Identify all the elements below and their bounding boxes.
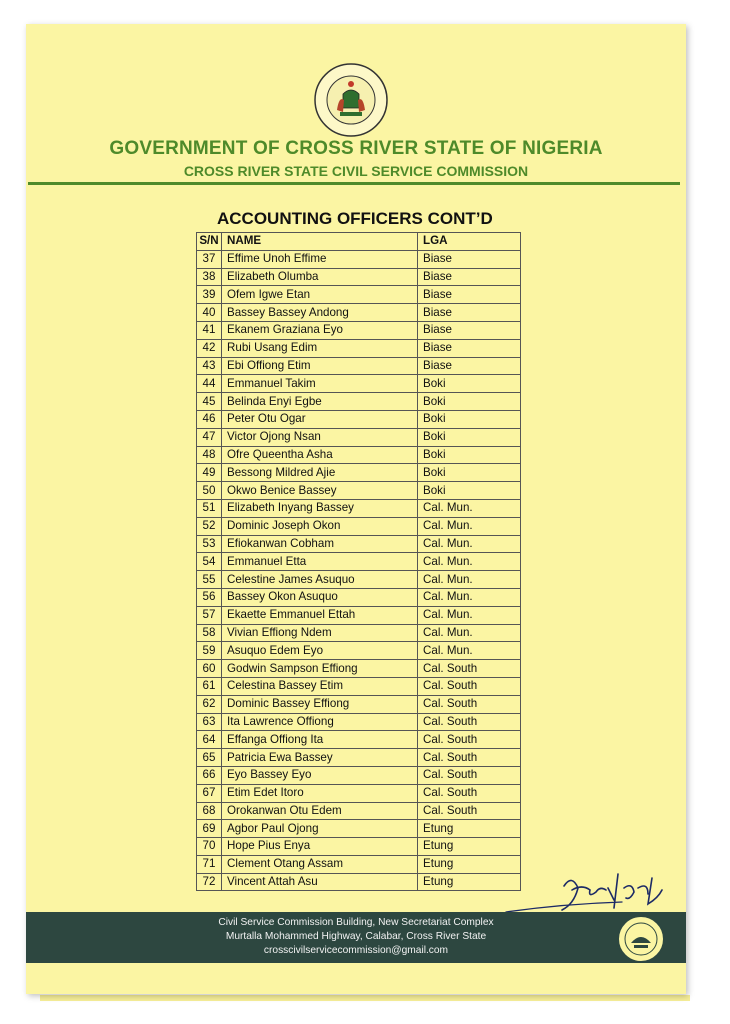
row-lga: Biase [418,321,521,339]
row-lga: Biase [418,304,521,322]
row-lga: Cal. South [418,749,521,767]
table-row [197,766,521,784]
row-lga: Cal. Mun. [418,535,521,553]
table-row [197,749,521,767]
row-sn: 64 [197,731,222,749]
row-sn: 65 [197,749,222,767]
row-name: Dominic Bassey Effiong [222,695,418,713]
row-sn: 44 [197,375,222,393]
row-name: Eyo Bassey Eyo [222,766,418,784]
row-sn: 54 [197,553,222,571]
row-sn: 68 [197,802,222,820]
row-sn: 37 [197,250,222,268]
row-sn: 42 [197,339,222,357]
row-name: Etim Edet Itoro [222,784,418,802]
footer-email: crosscivilservicecommission@gmail.com [263,945,449,956]
row-lga: Cal. Mun. [418,499,521,517]
row-sn: 60 [197,660,222,678]
header-divider [28,182,680,185]
table-row [197,642,521,660]
row-lga: Cal. South [418,766,521,784]
row-sn: 51 [197,499,222,517]
row-name: Effanga Offiong Ita [222,731,418,749]
table-row [197,802,521,820]
row-lga: Etung [418,855,521,873]
row-sn: 61 [197,677,222,695]
row-lga: Cal. South [418,695,521,713]
row-name: Hope Pius Enya [222,838,418,856]
row-lga: Cal. South [418,660,521,678]
table-row [197,624,521,642]
commission-logo [616,914,666,964]
row-lga: Cal. Mun. [418,517,521,535]
row-name: Elizabeth Inyang Bassey [222,499,418,517]
row-name: Effime Unoh Effime [222,250,418,268]
row-lga: Etung [418,838,521,856]
table-row [197,660,521,678]
row-lga: Biase [418,268,521,286]
row-name: Rubi Usang Edim [222,339,418,357]
row-name: Elizabeth Olumba [222,268,418,286]
table-row [197,482,521,500]
government-title: GOVERNMENT OF CROSS RIVER STATE OF NIGERIA [109,138,603,159]
accounting-officers-table [196,232,521,891]
row-name: Orokanwan Otu Edem [222,802,418,820]
row-lga: Boki [418,482,521,500]
table-row [197,588,521,606]
row-name: Victor Ojong Nsan [222,428,418,446]
row-sn: 47 [197,428,222,446]
row-lga: Cal. Mun. [418,624,521,642]
row-sn: 57 [197,606,222,624]
table-row [197,553,521,571]
row-lga: Cal. Mun. [418,588,521,606]
table-row [197,695,521,713]
row-sn: 69 [197,820,222,838]
table-row [197,393,521,411]
row-sn: 45 [197,393,222,411]
row-name: Vincent Attah Asu [222,873,418,891]
row-name: Ofre Queentha Asha [222,446,418,464]
column-header-name: NAME [222,233,418,251]
row-lga: Boki [418,375,521,393]
commission-title: CROSS RIVER STATE CIVIL SERVICE COMMISSION [183,163,529,179]
table-row [197,855,521,873]
row-name: Godwin Sampson Effiong [222,660,418,678]
table-row [197,410,521,428]
table-row [197,713,521,731]
row-lga: Biase [418,286,521,304]
row-name: Vivian Effiong Ndem [222,624,418,642]
row-sn: 71 [197,855,222,873]
row-lga: Boki [418,464,521,482]
row-name: Patricia Ewa Bassey [222,749,418,767]
table-row [197,873,521,891]
section-title: ACCOUNTING OFFICERS CONT’D [217,209,493,228]
row-lga: Cal. Mun. [418,553,521,571]
row-lga: Biase [418,357,521,375]
row-name: Celestine James Asuquo [222,571,418,589]
row-lga: Cal. Mun. [418,606,521,624]
table-row [197,357,521,375]
row-sn: 48 [197,446,222,464]
table-row [197,304,521,322]
table-row [197,250,521,268]
row-name: Ekaette Emmanuel Ettah [222,606,418,624]
row-sn: 53 [197,535,222,553]
row-name: Efiokanwan Cobham [222,535,418,553]
row-sn: 52 [197,517,222,535]
table-row [197,321,521,339]
row-sn: 67 [197,784,222,802]
row-name: Bassey Okon Asuquo [222,588,418,606]
column-header-lga: LGA [418,233,521,251]
row-name: Celestina Bassey Etim [222,677,418,695]
row-lga: Cal. South [418,784,521,802]
table-row [197,820,521,838]
column-header-sn: S/N [197,233,222,251]
row-lga: Cal. South [418,677,521,695]
row-lga: Boki [418,428,521,446]
row-sn: 41 [197,321,222,339]
row-name: Agbor Paul Ojong [222,820,418,838]
row-sn: 40 [197,304,222,322]
table-row [197,446,521,464]
row-lga: Cal. South [418,731,521,749]
footer-bar [26,912,686,963]
row-lga: Boki [418,393,521,411]
table-row [197,428,521,446]
row-sn: 39 [197,286,222,304]
row-name: Bessong Mildred Ajie [222,464,418,482]
table-row [197,286,521,304]
row-sn: 43 [197,357,222,375]
table-row [197,339,521,357]
document-page [26,24,686,994]
row-name: Bassey Bassey Andong [222,304,418,322]
row-name: Clement Otang Assam [222,855,418,873]
table-row [197,535,521,553]
row-lga: Cal. South [418,802,521,820]
row-sn: 66 [197,766,222,784]
table-row [197,499,521,517]
state-seal [313,62,389,138]
row-name: Emmanuel Etta [222,553,418,571]
row-name: Ebi Offiong Etim [222,357,418,375]
row-sn: 59 [197,642,222,660]
row-name: Peter Otu Ogar [222,410,418,428]
table-row [197,571,521,589]
table-row [197,464,521,482]
row-lga: Etung [418,873,521,891]
row-name: Ekanem Graziana Eyo [222,321,418,339]
row-name: Asuquo Edem Eyo [222,642,418,660]
row-sn: 50 [197,482,222,500]
paper-edge [40,995,690,1001]
table-row [197,731,521,749]
row-name: Belinda Enyi Egbe [222,393,418,411]
row-sn: 58 [197,624,222,642]
table-row [197,784,521,802]
row-lga: Cal. Mun. [418,642,521,660]
table-row [197,838,521,856]
table-row [197,375,521,393]
row-sn: 38 [197,268,222,286]
row-lga: Etung [418,820,521,838]
row-sn: 49 [197,464,222,482]
footer-address-line-2: Murtalla Mohammed Highway, Calabar, Cross River State [225,931,487,942]
row-sn: 72 [197,873,222,891]
table-row [197,677,521,695]
row-sn: 70 [197,838,222,856]
row-lga: Biase [418,339,521,357]
table-row [197,517,521,535]
row-name: Ita Lawrence Offiong [222,713,418,731]
row-name: Dominic Joseph Okon [222,517,418,535]
row-lga: Cal. Mun. [418,571,521,589]
row-lga: Boki [418,446,521,464]
table-row [197,268,521,286]
row-name: Okwo Benice Bassey [222,482,418,500]
row-lga: Biase [418,250,521,268]
row-sn: 46 [197,410,222,428]
table-body [197,250,521,891]
row-sn: 55 [197,571,222,589]
row-lga: Cal. South [418,713,521,731]
row-name: Emmanuel Takim [222,375,418,393]
row-sn: 62 [197,695,222,713]
row-sn: 56 [197,588,222,606]
row-sn: 63 [197,713,222,731]
row-name: Ofem Igwe Etan [222,286,418,304]
table-row [197,606,521,624]
table-header-row [197,233,521,251]
footer-address-line-1: Civil Service Commission Building, New Secretariat Complex [218,917,494,928]
row-lga: Boki [418,410,521,428]
